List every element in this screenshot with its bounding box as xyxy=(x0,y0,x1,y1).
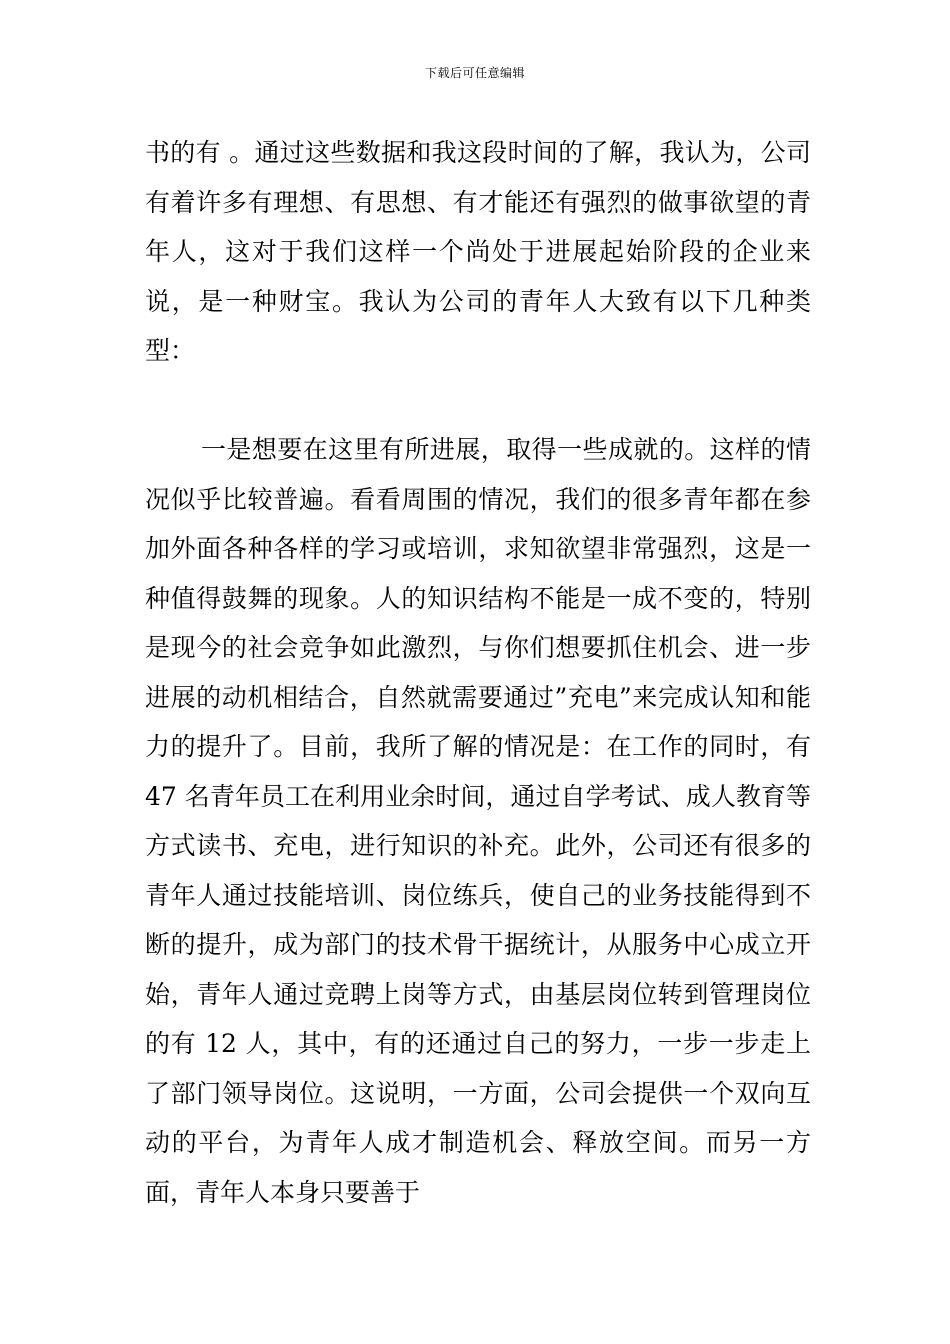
paragraph: 一是想要在这里有所进展，取得一些成就的。这样的情况似乎比较普遍。看看周围的情况，我们的很多青年都在参加外面各种各样的学习或培训，求知欲望非常强烈，这是一种值得鼓舞的现象。人的知识结构不能是一成不变的，特别是现今的社会竞争如此激烈，与你们想要抓住机会、进一步进展的动机相结合，自然就需要通过”充电”来完成认知和能力的提升了。目前，我所了解的情况是：在工作的同时，有 47 名青年员工在利用业余时间，通过自学考试、成人教育等方式读书、充电，进行知识的补充。此外，公司还有很多的青年人通过技能培训、岗位练兵，使自己的业务技能得到不断的提升，成为部门的技术骨干据统计，从服务中心成立开始，青年人通过竞聘上岗等方式，由基层岗位转到管理岗位的有 12 人，其中，有的还通过自己的努力，一步一步走上了部门领导岗位。这说明，一方面，公司会提供一个双向互动的平台，为青年人成才制造机会、释放空间。而另一方面，青年人本身只要善于 xyxy=(145,435,811,1207)
page-header: 下载后可任意编辑 xyxy=(424,66,525,80)
paragraph: 书的有 。通过这些数据和我这段时间的了解，我认为，公司有着许多有理想、有思想、有才能还有强烈的做事欲望的青年人，这对于我们这样一个尚处于进展起始阶段的企业来说，是一种财宝。我认为公司的青年人大致有以下几种类型： xyxy=(145,138,811,365)
document-body xyxy=(145,128,811,1217)
